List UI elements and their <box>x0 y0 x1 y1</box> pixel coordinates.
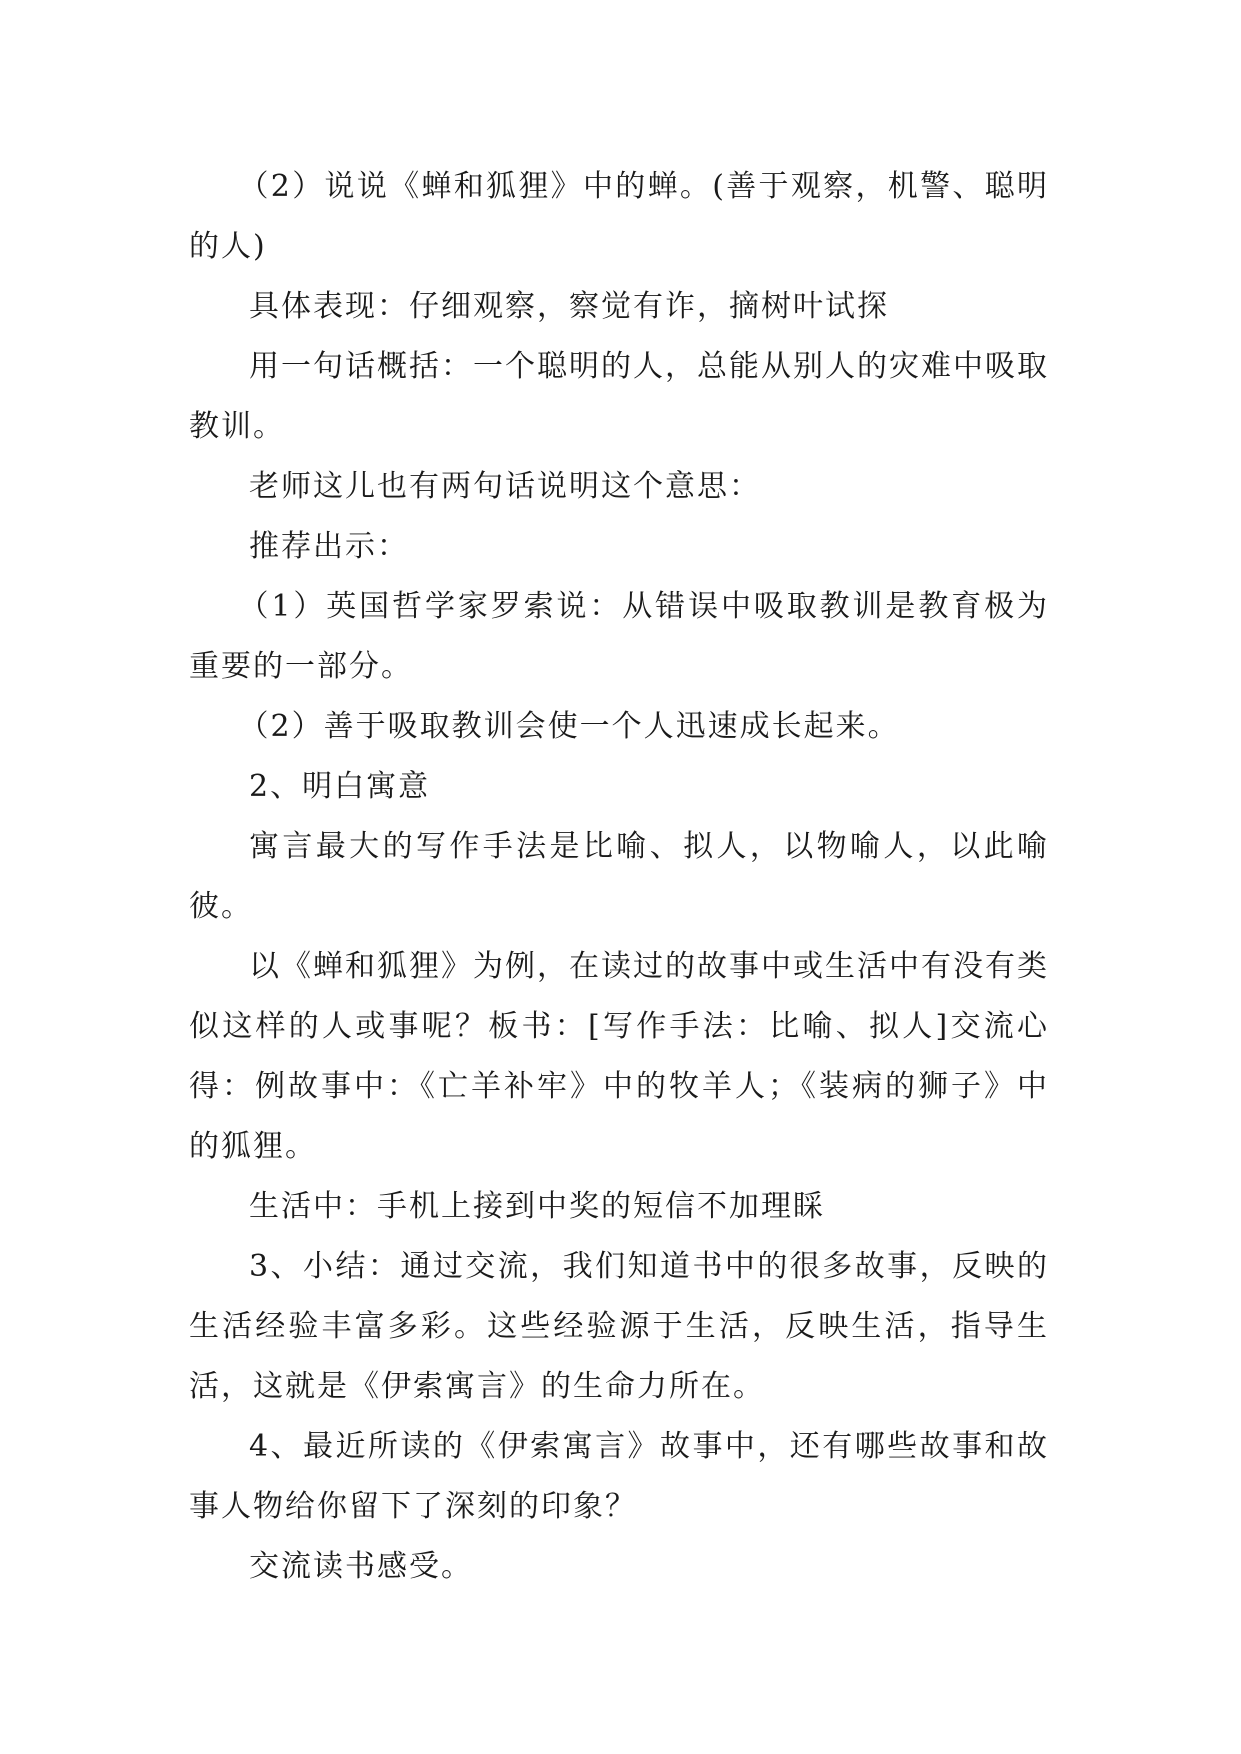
paragraph-quote-growth: （2）善于吸取教训会使一个人迅速成长起来。 <box>238 709 900 744</box>
document-body <box>189 157 1049 1597</box>
section-heading-moral: 2、明白寓意 <box>249 769 431 804</box>
paragraph-share-feelings: 交流读书感受。 <box>249 1549 473 1584</box>
paragraph-daily-life: 生活中：手机上接到中奖的短信不加理睬 <box>249 1189 825 1224</box>
paragraph-conclusion: 3、小结：通过交流，我们知道书中的很多故事，反映的生活经验丰富多彩。这些经验源于生活，反映生活，指导生活，这就是《伊索寓言》的生命力所在。 <box>189 1249 1049 1404</box>
paragraph-recent-reading: 4、最近所读的《伊索寓言》故事中，还有哪些故事和故事人物给你留下了深刻的印象？ <box>189 1429 1049 1524</box>
paragraph-specific-performance: 具体表现：仔细观察，察觉有诈，摘树叶试探 <box>249 289 889 324</box>
paragraph-cicada-question: （2）说说《蝉和狐狸》中的蝉。(善于观察，机警、聪明的人) <box>189 169 1049 264</box>
paragraph-quote-russell: （1）英国哲学家罗索说：从错误中吸取教训是教育极为重要的一部分。 <box>189 589 1049 684</box>
paragraph-writing-technique: 寓言最大的写作手法是比喻、拟人，以物喻人，以此喻彼。 <box>189 829 1049 924</box>
paragraph-teacher-remark: 老师这儿也有两句话说明这个意思： <box>249 469 761 504</box>
paragraph-summary-sentence: 用一句话概括：一个聪明的人，总能从别人的灾难中吸取教训。 <box>189 349 1049 444</box>
paragraph-example-discussion: 以《蝉和狐狸》为例，在读过的故事中或生活中有没有类似这样的人或事呢？板书：[写作手法：比喻、拟人]交流心得：例故事中：《亡羊补牢》中的牧羊人；《装病的狮子》中的狐狸。 <box>189 949 1049 1164</box>
paragraph-recommend: 推荐出示： <box>249 529 409 564</box>
